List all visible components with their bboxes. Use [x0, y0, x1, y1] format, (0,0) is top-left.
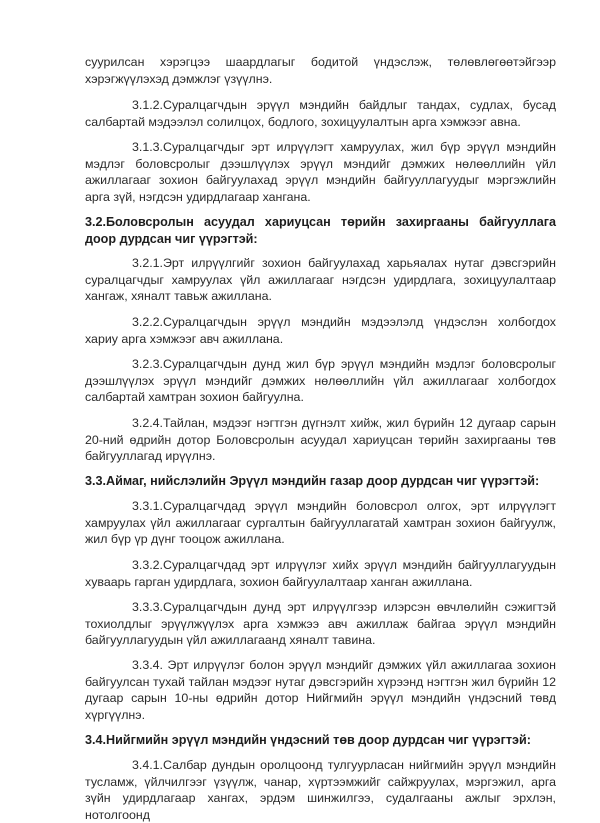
paragraph-3-3-1: 3.3.1.Суралцагчдад эрүүл мэндийн боловсрол олгох, эрт илрүүлэгт хамруулах үйл ажиллагааг сургалтын байгууллагатай хамтран зохион байгуулж, жил бүр үр дүнг тооцож ажиллана.: [85, 499, 556, 547]
paragraph-continuation: суурилсан хэрэгцээ шаардлагыг бодитой үндэслэж, төлөвлөгөөтэйгээр хэрэгжүүлэхэд дэмжлэг үзүүлнэ.: [85, 55, 556, 86]
heading-3-4: 3.4.Нийгмийн эрүүл мэндийн үндэсний төв доор дурдсан чиг үүрэгтэй:: [85, 733, 531, 747]
heading-3-2: [85, 214, 556, 247]
paragraph-3-3-4: 3.3.4. Эрт илрүүлэг болон эрүүл мэндийг дэмжих үйл ажиллагаа зохион байгуулсан тухай тайлан мэдээг нутаг дэвсгэрийн хүрээнд нэгтгэн жил бүрийн 12 дугаар сарын 10-ны өдрийн дотор Нийгмийн эрүүл мэндийн үндэсний төвд хүргүүлнэ.: [85, 658, 556, 722]
paragraph-3-2-4: 3.2.4.Тайлан, мэдээг нэгтгэн дүгнэлт хийж, жил бүрийн 12 дугаар сарын 20-ний өдрийн дотор Боловсролын асуудал хариуцсан төрийн захиргааны төв байгууллагад ирүүлнэ.: [85, 416, 556, 464]
paragraph-3-1-3: 3.1.3.Суралцагчдыг эрт илрүүлэгт хамруулах, жил бүр эрүүл мэндийн мэдлэг боловсролыг дээшлүүлэх эрүүл мэндийг дэмжих нөлөөллийн үйл ажиллагааг зохион байгуулахад эрүүл мэндийн байгууллагуудыг мэргэжлийн арга зүй, нэгдсэн удирдлагаар хангана.: [85, 140, 556, 204]
heading-3-2-text: 3.2.Боловсролын асуудал хариуцсан төрийн захиргааны байгууллага доор дурдсан чиг үүрэгтэй:: [85, 215, 556, 246]
paragraph-3-2-3: 3.2.3.Суралцагчдын дунд жил бүр эрүүл мэндийн мэдлэг боловсролыг дээшлүүлэх эрүүл мэндийг дэмжих нөлөөллийн үйл ажиллагааг холбогдох салбартай хамтран зохион байгуулна.: [85, 357, 556, 405]
heading-3-3: 3.3.Аймаг, нийслэлийн Эрүүл мэндийн газар доор дурдсан чиг үүрэгтэй:: [85, 474, 540, 488]
paragraph-3-3-3: 3.3.3.Суралцагчдын дунд эрт илрүүлгээр илэрсэн өвчлөлийн сэжигтэй тохиолдлыг эрүүлжүүлэх арга хэмжээ авч ажиллаж байгаа эрүүл мэндийн байгууллагуудын үйл ажиллагаанд хяналт тавина.: [85, 600, 556, 648]
paragraph-3-3-2: 3.3.2.Суралцагчдад эрт илрүүлэг хийх эрүүл мэндийн байгууллагуудын хуваарь гарган удирдлага, зохион байгуулалтаар ханган ажиллана.: [85, 558, 556, 589]
paragraph-3-2-2: 3.2.2.Суралцагчдын эрүүл мэндийн мэдээлэлд үндэслэн холбогдох хариу арга хэмжээг авч ажиллана.: [85, 315, 556, 346]
paragraph-3-2-1: 3.2.1.Эрт илрүүлгийг зохион байгуулахад харьяалах нутаг дэвсгэрийн суралцагчдыг хамруулах үйл ажиллагааг нэгдсэн удирдлага, зохицуулалтаар хангаж, хяналт тавьж ажиллана.: [85, 256, 556, 304]
paragraph-3-4-1: 3.4.1.Салбар дундын оролцоонд тулгуурласан нийгмийн эрүүл мэндийн тусламж, үйлчилгээг үзүүлж, чанар, хүртээмжийг сайжруулах, мэргэжил, арга зүйн удирдлагаар хангах, эрдэм шинжилгээ, судалгааны ажлыг эрхлэн, нотолгоонд: [85, 758, 556, 822]
paragraph-3-1-2: 3.1.2.Суралцагчдын эрүүл мэндийн байдлыг тандах, судлах, бусад салбартай мэдээлэл солилцох, бодлого, зохицуулалтын арга хэмжээг авна.: [85, 98, 556, 129]
